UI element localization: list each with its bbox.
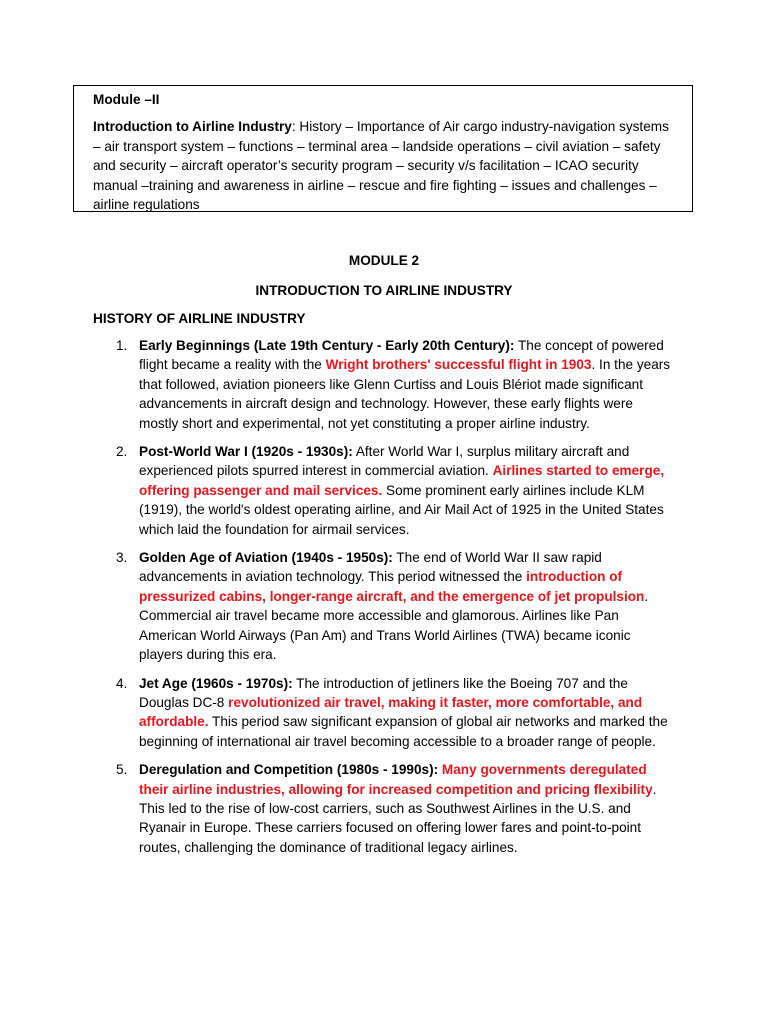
list-item-text: Some prominent early airlines include KLM (1919), the world's oldest operating airline, and Air Mail Act of 1925 in the United States which laid the foundation for airmail services. [139,482,664,537]
list-item-highlight: Wright brothers' successful flight in 1903 [325,357,592,373]
list-item-text: . In the years that followed, aviation pioneers like Glenn Curtiss and Louis Blériot made significant advancements in aircraft design and technology. However, these early flights were mostly short and experimental, not yet constituting a proper airline industry. [139,357,671,431]
list-item-title: Golden Age of Aviation (1940s - 1950s): [139,550,393,566]
list-item-text: The introduction of jetliners like the Boeing 707 and the Douglas DC-8 [139,675,628,710]
list-item-text: . Commercial air travel became more accessible and glamorous. Airlines like Pan American World Airways (Pan Am) and Trans World Airlines (TWA) became iconic players during this era. [139,588,649,663]
list-item-title: Jet Age (1960s - 1970s): [139,675,293,691]
history-heading: HISTORY OF AIRLINE INDUSTRY [93,311,306,326]
module-heading: MODULE 2 [348,253,420,268]
list-item-title: Early Beginnings (Late 19th Century - Early 20th Century): [139,338,515,353]
list-item-highlight: introduction of pressurized cabins, longer-range aircraft, and the emergence of jet propulsion [139,569,645,604]
list-item [93,336,673,433]
history-list [93,336,673,866]
module-box-intro-label: Introduction to Airline Industry [93,119,292,135]
list-item-number: 4. [116,675,128,691]
list-item-number: 2. [116,444,128,460]
list-item-text: This period saw significant expansion of global air networks and marked the beginning of international air travel becoming accessible to a broader range of people. [139,714,668,749]
list-item [93,674,673,752]
list-item-highlight: Many governments deregulated their airline industries, allowing for increased competition and pricing flexibility [139,762,653,797]
list-item-highlight: Airlines started to emerge, offering passenger and mail services. [139,463,665,498]
list-item [93,548,673,664]
list-item-text: The end of World War II saw rapid advancements in aviation technology. This period witnessed the [139,550,602,585]
list-item-number: 3. [116,550,128,566]
list-item-title: Post-World War I (1920s - 1930s): [139,444,353,460]
list-item-number: 1. [116,338,128,353]
module-box-intro-text: : History – Importance of Air cargo industry-navigation systems – air transport system – functions – terminal area – landside operations – civil aviation – safety and security – aircraft operator’s security program – security v/s facilitation – ICAO security manual –training and awareness in airline – rescue and fire fighting – issues and challenges –airline regulations [93,119,669,213]
list-item [93,760,673,857]
list-item-text: The concept of powered flight became a reality with the [139,338,664,373]
intro-heading: INTRODUCTION TO AIRLINE INDUSTRY [255,283,513,298]
list-item-title: Deregulation and Competition (1980s - 1990s): [139,762,439,778]
module-box-title: Module –II [93,92,160,107]
list-item-text: After World War I, surplus military aircraft and experienced pilots spurred interest in commercial aviation. [139,444,630,479]
list-item [93,442,673,539]
list-item-number: 5. [116,762,128,778]
module-syllabus-box [73,85,693,212]
list-item-highlight: revolutionized air travel, making it faster, more comfortable, and affordable. [139,694,643,730]
list-item-text: . This led to the rise of low-cost carriers, such as Southwest Airlines in the U.S. and Ryanair in Europe. These carriers focused on offering lower fares and point-to-point routes, challenging the dominance of traditional legacy airlines. [139,781,657,855]
module-box-body [93,117,674,214]
